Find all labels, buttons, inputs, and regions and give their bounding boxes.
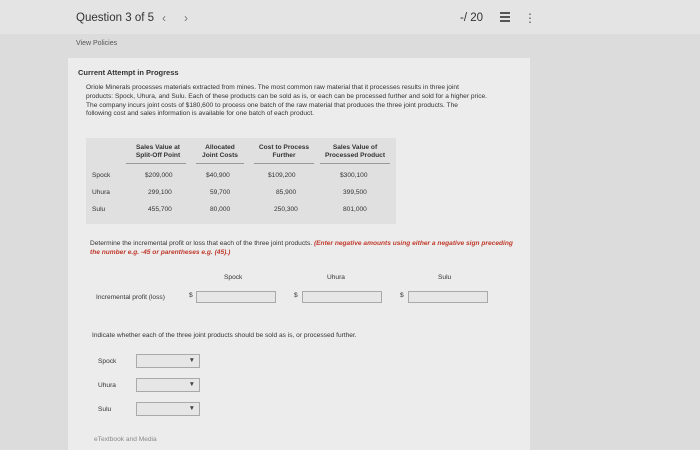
table-cell: 59,700 — [210, 189, 231, 196]
list-icon[interactable] — [500, 12, 510, 22]
incremental-sulu-input[interactable] — [408, 291, 488, 303]
header-underline — [254, 163, 314, 164]
decision-label-uhura: Uhura — [98, 382, 116, 389]
header-split-off: Sales Value at Split-Off Point — [135, 144, 181, 159]
chevron-down-icon: ▼ — [188, 381, 195, 388]
table-cell: $109,200 — [268, 172, 296, 179]
decision-label-spock: Spock — [98, 358, 117, 365]
currency-symbol: $ — [400, 292, 404, 299]
decision-label-sulu: Sulu — [98, 406, 112, 413]
table-cell: 299,100 — [148, 189, 172, 196]
question-title: Question 3 of 5 — [76, 12, 154, 24]
chevron-right-icon[interactable]: › — [184, 11, 188, 25]
column-header-sulu: Sulu — [438, 274, 452, 281]
row-label-uhura: Uhura — [92, 189, 110, 196]
table-cell: 455,700 — [148, 206, 172, 213]
attempt-status: Current Attempt in Progress — [78, 68, 179, 77]
currency-symbol: $ — [189, 292, 193, 299]
row-label-sulu: Sulu — [92, 206, 106, 213]
chevron-down-icon: ▼ — [188, 357, 195, 364]
table-cell: $209,000 — [145, 172, 173, 179]
table-cell: 801,000 — [343, 206, 367, 213]
header-cost-to-process: Cost to Process Further — [258, 144, 310, 159]
problem-statement: Oriole Minerals processes materials extracted from mines. The most common raw material that it processes results in three joint products: Spock, Uhura, and Sulu. Each of these products can be sold as is, or each can be processed further and sold for a higher price. The company incurs joint costs of $180,600 to process one batch of the raw material that produces the three joint products. The following cost and sales information is available for one batch of each product. — [86, 84, 487, 118]
table-cell: $40,900 — [206, 172, 230, 179]
table-cell: $300,100 — [340, 172, 368, 179]
decision-select-spock[interactable] — [136, 354, 200, 368]
table-cell: 399,500 — [343, 189, 367, 196]
column-header-spock: Spock — [224, 274, 243, 281]
table-cell: 80,000 — [210, 206, 231, 213]
header-underline — [196, 163, 244, 164]
header-processed-value: Sales Value of Processed Product — [324, 144, 386, 159]
incremental-spock-input[interactable] — [196, 291, 276, 303]
decision-select-uhura[interactable] — [136, 378, 200, 392]
header-joint-costs: Allocated Joint Costs — [202, 144, 238, 159]
decision-select-sulu[interactable] — [136, 402, 200, 416]
chevron-down-icon: ▼ — [188, 405, 195, 412]
chevron-left-icon[interactable]: ‹ — [162, 11, 166, 25]
currency-symbol: $ — [294, 292, 298, 299]
header-underline — [126, 163, 186, 164]
table-cell: 85,900 — [276, 189, 297, 196]
decision-instruction: Indicate whether each of the three joint products should be sold as is, or processed further. — [92, 332, 357, 339]
header-underline — [320, 163, 390, 164]
view-policies-link[interactable]: View Policies — [76, 40, 118, 47]
incremental-profit-label: Incremental profit (loss) — [96, 294, 165, 301]
table-cell: 250,300 — [274, 206, 298, 213]
etextbook-link[interactable]: eTextbook and Media — [94, 436, 157, 443]
score-display: -/ 20 — [460, 12, 484, 24]
instruction-emphasis: (Enter negative amounts using either a negative sign preceding the number e.g. -45 or parentheses e.g. (45).) — [90, 240, 513, 256]
incremental-uhura-input[interactable] — [302, 291, 382, 303]
instruction-text: Determine the incremental profit or loss that each of the three joint products. (Enter negative amounts using either a negative sign preceding the number e.g. -45 or parentheses e.g. (45).) — [90, 240, 513, 256]
column-header-uhura: Uhura — [327, 274, 345, 281]
more-vertical-icon[interactable]: ⋮ — [524, 11, 536, 25]
row-label-spock: Spock — [92, 172, 111, 179]
